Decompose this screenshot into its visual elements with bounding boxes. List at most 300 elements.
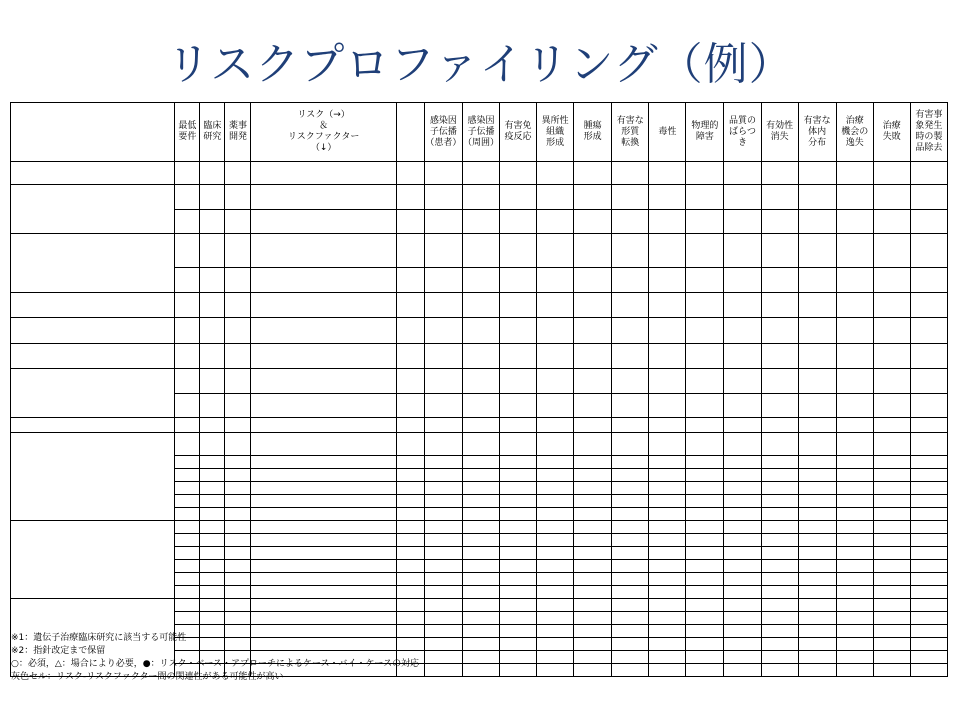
table-header-cell bbox=[396, 103, 424, 162]
table-cell bbox=[396, 495, 424, 508]
table-cell bbox=[175, 293, 200, 318]
table-cell bbox=[873, 433, 910, 456]
table-cell bbox=[910, 586, 947, 599]
table-cell bbox=[798, 508, 836, 521]
table-cell bbox=[200, 162, 225, 185]
table-cell bbox=[424, 210, 462, 234]
table-cell bbox=[873, 482, 910, 495]
table-cell bbox=[424, 456, 462, 469]
table-cell bbox=[574, 234, 612, 268]
table-cell bbox=[251, 573, 396, 586]
table-cell bbox=[761, 418, 798, 433]
table-cell bbox=[225, 394, 251, 418]
table-cell bbox=[537, 508, 574, 521]
table-header-cell: 毒性 bbox=[649, 103, 686, 162]
table-cell bbox=[574, 318, 612, 344]
table-cell bbox=[251, 508, 396, 521]
table-cell bbox=[836, 573, 873, 586]
table-cell bbox=[724, 293, 761, 318]
table-cell bbox=[761, 293, 798, 318]
table-cell bbox=[873, 469, 910, 482]
table-cell bbox=[225, 573, 251, 586]
table-cell bbox=[910, 482, 947, 495]
table-cell bbox=[537, 482, 574, 495]
category-cell bbox=[11, 234, 175, 293]
table-cell bbox=[175, 612, 200, 625]
table-cell bbox=[761, 547, 798, 560]
table-cell bbox=[798, 234, 836, 268]
table-cell bbox=[836, 185, 873, 210]
table-header-cell: 異所性 組織 形成 bbox=[537, 103, 574, 162]
table-cell bbox=[612, 599, 649, 612]
table-cell bbox=[761, 482, 798, 495]
table-cell bbox=[175, 508, 200, 521]
table-cell bbox=[836, 210, 873, 234]
table-cell bbox=[225, 534, 251, 547]
table-cell bbox=[873, 573, 910, 586]
table-cell bbox=[574, 495, 612, 508]
table-cell bbox=[574, 534, 612, 547]
table-cell bbox=[225, 612, 251, 625]
table-row bbox=[11, 521, 948, 534]
table-cell bbox=[836, 469, 873, 482]
table-cell bbox=[251, 293, 396, 318]
table-cell bbox=[396, 318, 424, 344]
table-cell bbox=[649, 495, 686, 508]
table-cell bbox=[537, 162, 574, 185]
table-cell bbox=[910, 293, 947, 318]
table-cell bbox=[724, 268, 761, 293]
table-cell bbox=[836, 521, 873, 534]
table-cell bbox=[761, 433, 798, 456]
table-cell bbox=[462, 482, 499, 495]
table-cell bbox=[462, 547, 499, 560]
table-cell bbox=[574, 508, 612, 521]
table-cell bbox=[200, 586, 225, 599]
table-cell bbox=[574, 612, 612, 625]
table-header-cell: 品質の ばらつ き bbox=[724, 103, 761, 162]
table-cell bbox=[836, 318, 873, 344]
table-header-cell: 感染因 子伝播 （患者） bbox=[424, 103, 462, 162]
table-cell bbox=[612, 185, 649, 210]
table-cell bbox=[462, 586, 499, 599]
table-cell bbox=[225, 599, 251, 612]
table-cell bbox=[175, 495, 200, 508]
table-cell bbox=[200, 521, 225, 534]
table-cell bbox=[462, 318, 499, 344]
table-cell bbox=[396, 394, 424, 418]
table-cell bbox=[251, 482, 396, 495]
table-cell bbox=[225, 586, 251, 599]
table-header-cell: 感染因 子伝播 （周囲） bbox=[462, 103, 499, 162]
table-cell bbox=[396, 547, 424, 560]
table-cell bbox=[686, 508, 724, 521]
table-cell bbox=[761, 599, 798, 612]
table-cell bbox=[873, 268, 910, 293]
table-header-cell: 治療 機会の 逸失 bbox=[836, 103, 873, 162]
table-cell bbox=[537, 369, 574, 394]
table-cell bbox=[200, 318, 225, 344]
table-cell bbox=[836, 534, 873, 547]
table-cell bbox=[686, 456, 724, 469]
table-cell bbox=[200, 495, 225, 508]
table-cell bbox=[649, 534, 686, 547]
table-cell bbox=[873, 318, 910, 344]
table-cell bbox=[873, 293, 910, 318]
table-cell bbox=[649, 599, 686, 612]
table-cell bbox=[200, 508, 225, 521]
table-cell bbox=[225, 560, 251, 573]
table-cell bbox=[649, 612, 686, 625]
table-cell bbox=[251, 495, 396, 508]
table-cell bbox=[200, 418, 225, 433]
table-cell bbox=[462, 418, 499, 433]
table-cell bbox=[686, 418, 724, 433]
table-cell bbox=[537, 534, 574, 547]
table-cell bbox=[175, 521, 200, 534]
table-cell bbox=[499, 162, 536, 185]
table-cell bbox=[724, 369, 761, 394]
table-cell bbox=[251, 456, 396, 469]
table-cell bbox=[537, 394, 574, 418]
table-cell bbox=[910, 534, 947, 547]
table-cell bbox=[499, 344, 536, 369]
table-cell bbox=[761, 394, 798, 418]
table-cell bbox=[649, 469, 686, 482]
table-cell bbox=[499, 495, 536, 508]
table-cell bbox=[424, 418, 462, 433]
category-cell bbox=[11, 344, 175, 369]
table-cell bbox=[396, 418, 424, 433]
table-cell bbox=[798, 394, 836, 418]
table-cell bbox=[396, 586, 424, 599]
table-cell bbox=[612, 534, 649, 547]
table-cell bbox=[462, 268, 499, 293]
table-cell bbox=[649, 234, 686, 268]
table-cell bbox=[724, 162, 761, 185]
table-cell bbox=[225, 508, 251, 521]
table-cell bbox=[724, 586, 761, 599]
table-cell bbox=[499, 560, 536, 573]
table-header-cell: 有害事 象発生 時の製 品除去 bbox=[910, 103, 947, 162]
table-cell bbox=[499, 210, 536, 234]
table-cell bbox=[612, 369, 649, 394]
table-cell bbox=[462, 456, 499, 469]
table-cell bbox=[499, 482, 536, 495]
table-cell bbox=[686, 560, 724, 573]
table-cell bbox=[873, 534, 910, 547]
table-cell bbox=[462, 369, 499, 394]
table-row bbox=[11, 318, 948, 344]
table-cell bbox=[686, 534, 724, 547]
table-cell bbox=[537, 599, 574, 612]
table-cell bbox=[910, 268, 947, 293]
table-cell bbox=[910, 344, 947, 369]
table-cell bbox=[537, 210, 574, 234]
table-cell bbox=[910, 560, 947, 573]
table-cell bbox=[424, 508, 462, 521]
table-cell bbox=[251, 586, 396, 599]
table-cell bbox=[574, 293, 612, 318]
table-cell bbox=[761, 344, 798, 369]
table-cell bbox=[251, 318, 396, 344]
table-cell bbox=[724, 433, 761, 456]
table-cell bbox=[574, 482, 612, 495]
table-cell bbox=[686, 599, 724, 612]
table-cell bbox=[225, 162, 251, 185]
table-cell bbox=[424, 547, 462, 560]
table-cell bbox=[686, 495, 724, 508]
table-header-cell: 治療 失敗 bbox=[873, 103, 910, 162]
table-cell bbox=[396, 369, 424, 394]
table-cell bbox=[798, 612, 836, 625]
table-cell bbox=[424, 185, 462, 210]
table-cell bbox=[574, 599, 612, 612]
table-cell bbox=[462, 469, 499, 482]
table-cell bbox=[724, 469, 761, 482]
table-cell bbox=[424, 560, 462, 573]
table-cell bbox=[910, 625, 947, 638]
table-row bbox=[11, 293, 948, 318]
table-cell bbox=[175, 573, 200, 586]
table-cell bbox=[798, 599, 836, 612]
table-cell bbox=[200, 369, 225, 394]
table-cell bbox=[574, 162, 612, 185]
table-cell bbox=[537, 586, 574, 599]
table-cell bbox=[175, 586, 200, 599]
table-cell bbox=[836, 560, 873, 573]
table-cell bbox=[873, 418, 910, 433]
table-cell bbox=[200, 599, 225, 612]
table-cell bbox=[424, 268, 462, 293]
table-cell bbox=[574, 344, 612, 369]
table-cell bbox=[686, 586, 724, 599]
table-cell bbox=[225, 234, 251, 268]
table-cell bbox=[686, 469, 724, 482]
table-cell bbox=[798, 469, 836, 482]
table-cell bbox=[225, 268, 251, 293]
table-cell bbox=[798, 456, 836, 469]
table-cell bbox=[175, 599, 200, 612]
table-cell bbox=[537, 268, 574, 293]
table-cell bbox=[499, 547, 536, 560]
table-cell bbox=[574, 573, 612, 586]
table-cell bbox=[724, 344, 761, 369]
table-cell bbox=[251, 534, 396, 547]
table-cell bbox=[175, 482, 200, 495]
table-cell bbox=[761, 586, 798, 599]
table-cell bbox=[724, 573, 761, 586]
table-cell bbox=[424, 521, 462, 534]
table-cell bbox=[836, 599, 873, 612]
table-cell bbox=[761, 495, 798, 508]
table-cell bbox=[462, 210, 499, 234]
table-cell bbox=[499, 418, 536, 433]
table-cell bbox=[798, 560, 836, 573]
table-cell bbox=[574, 394, 612, 418]
footnote-legend-symbols: ○：必須，△：場合により必要，●：リスク・ベース・アプローチによるケース・バイ・ケースの対応 bbox=[11, 659, 420, 669]
table-cell bbox=[424, 495, 462, 508]
table-cell bbox=[424, 394, 462, 418]
table-cell bbox=[574, 185, 612, 210]
table-cell bbox=[798, 268, 836, 293]
footnote-1: ※1：遺伝子治療臨床研究に該当する可能性 bbox=[11, 633, 187, 643]
table-row bbox=[11, 234, 948, 268]
table-cell bbox=[798, 534, 836, 547]
table-cell bbox=[462, 185, 499, 210]
table-cell bbox=[225, 469, 251, 482]
table-cell bbox=[200, 456, 225, 469]
table-cell bbox=[251, 547, 396, 560]
table-cell bbox=[396, 433, 424, 456]
table-cell bbox=[612, 469, 649, 482]
table-cell bbox=[612, 586, 649, 599]
table-cell bbox=[251, 433, 396, 456]
table-cell bbox=[200, 344, 225, 369]
table-cell bbox=[424, 612, 462, 625]
table-cell bbox=[836, 418, 873, 433]
table-cell bbox=[649, 508, 686, 521]
table-cell bbox=[175, 418, 200, 433]
table-cell bbox=[574, 586, 612, 599]
table-cell bbox=[686, 394, 724, 418]
table-cell bbox=[251, 185, 396, 210]
table-cell bbox=[724, 612, 761, 625]
table-cell bbox=[396, 268, 424, 293]
table-cell bbox=[396, 612, 424, 625]
table-cell bbox=[649, 573, 686, 586]
table-cell bbox=[251, 599, 396, 612]
table-cell bbox=[251, 268, 396, 293]
table-cell bbox=[537, 185, 574, 210]
table-cell bbox=[396, 210, 424, 234]
table-cell bbox=[761, 210, 798, 234]
table-cell bbox=[225, 521, 251, 534]
table-cell bbox=[761, 318, 798, 344]
table-cell bbox=[836, 495, 873, 508]
table-cell bbox=[574, 469, 612, 482]
table-cell bbox=[537, 560, 574, 573]
table-cell bbox=[225, 495, 251, 508]
table-cell bbox=[175, 456, 200, 469]
table-cell bbox=[761, 456, 798, 469]
table-cell bbox=[251, 344, 396, 369]
table-cell bbox=[499, 293, 536, 318]
table-cell bbox=[462, 560, 499, 573]
table-cell bbox=[686, 210, 724, 234]
table-cell bbox=[910, 651, 947, 664]
table-cell bbox=[761, 534, 798, 547]
table-cell bbox=[649, 394, 686, 418]
table-cell bbox=[396, 162, 424, 185]
table-cell bbox=[396, 469, 424, 482]
table-cell bbox=[873, 210, 910, 234]
category-cell bbox=[11, 521, 175, 599]
table-cell bbox=[686, 268, 724, 293]
table-header-cell: 最低 要件 bbox=[175, 103, 200, 162]
table-cell bbox=[225, 210, 251, 234]
table-cell bbox=[200, 560, 225, 573]
table-cell bbox=[225, 547, 251, 560]
table-cell bbox=[873, 495, 910, 508]
table-cell bbox=[612, 268, 649, 293]
table-cell bbox=[612, 547, 649, 560]
table-cell bbox=[537, 344, 574, 369]
table-cell bbox=[612, 433, 649, 456]
table-cell bbox=[649, 210, 686, 234]
table-cell bbox=[574, 268, 612, 293]
table-cell bbox=[175, 394, 200, 418]
table-cell bbox=[910, 495, 947, 508]
table-cell bbox=[537, 318, 574, 344]
table-cell bbox=[686, 234, 724, 268]
table-cell bbox=[396, 234, 424, 268]
table-cell bbox=[200, 185, 225, 210]
table-cell bbox=[396, 293, 424, 318]
table-cell bbox=[225, 318, 251, 344]
table-cell bbox=[175, 560, 200, 573]
table-cell bbox=[761, 185, 798, 210]
table-cell bbox=[873, 456, 910, 469]
table-header-cell bbox=[11, 103, 175, 162]
table-cell bbox=[873, 521, 910, 534]
table-cell bbox=[649, 185, 686, 210]
table-cell bbox=[873, 234, 910, 268]
table-header-cell: リスク（→） ＆ リスクファクター （↓） bbox=[251, 103, 396, 162]
table-cell bbox=[612, 573, 649, 586]
table-cell bbox=[424, 482, 462, 495]
table-cell bbox=[910, 418, 947, 433]
table-cell bbox=[686, 185, 724, 210]
table-cell bbox=[910, 638, 947, 651]
table-cell bbox=[424, 469, 462, 482]
table-cell bbox=[873, 394, 910, 418]
table-cell bbox=[396, 599, 424, 612]
table-cell bbox=[175, 534, 200, 547]
table-cell bbox=[499, 369, 536, 394]
table-cell bbox=[649, 268, 686, 293]
table-cell bbox=[686, 433, 724, 456]
table-cell bbox=[649, 482, 686, 495]
table-cell bbox=[537, 573, 574, 586]
table-cell bbox=[724, 482, 761, 495]
table-cell bbox=[175, 162, 200, 185]
table-cell bbox=[499, 534, 536, 547]
table-cell bbox=[761, 369, 798, 394]
table-cell bbox=[251, 560, 396, 573]
table-cell bbox=[612, 495, 649, 508]
table-cell bbox=[649, 369, 686, 394]
table-cell bbox=[798, 418, 836, 433]
table-cell bbox=[499, 234, 536, 268]
table-cell bbox=[251, 234, 396, 268]
table-cell bbox=[462, 394, 499, 418]
table-cell bbox=[499, 456, 536, 469]
table-cell bbox=[910, 547, 947, 560]
table-cell bbox=[396, 573, 424, 586]
table-cell bbox=[499, 573, 536, 586]
table-cell bbox=[649, 521, 686, 534]
table-cell bbox=[910, 612, 947, 625]
table-cell bbox=[798, 210, 836, 234]
table-cell bbox=[200, 482, 225, 495]
table-cell bbox=[798, 482, 836, 495]
table-cell bbox=[251, 469, 396, 482]
table-cell bbox=[225, 369, 251, 394]
table-cell bbox=[910, 318, 947, 344]
table-cell bbox=[798, 547, 836, 560]
table-cell bbox=[612, 162, 649, 185]
